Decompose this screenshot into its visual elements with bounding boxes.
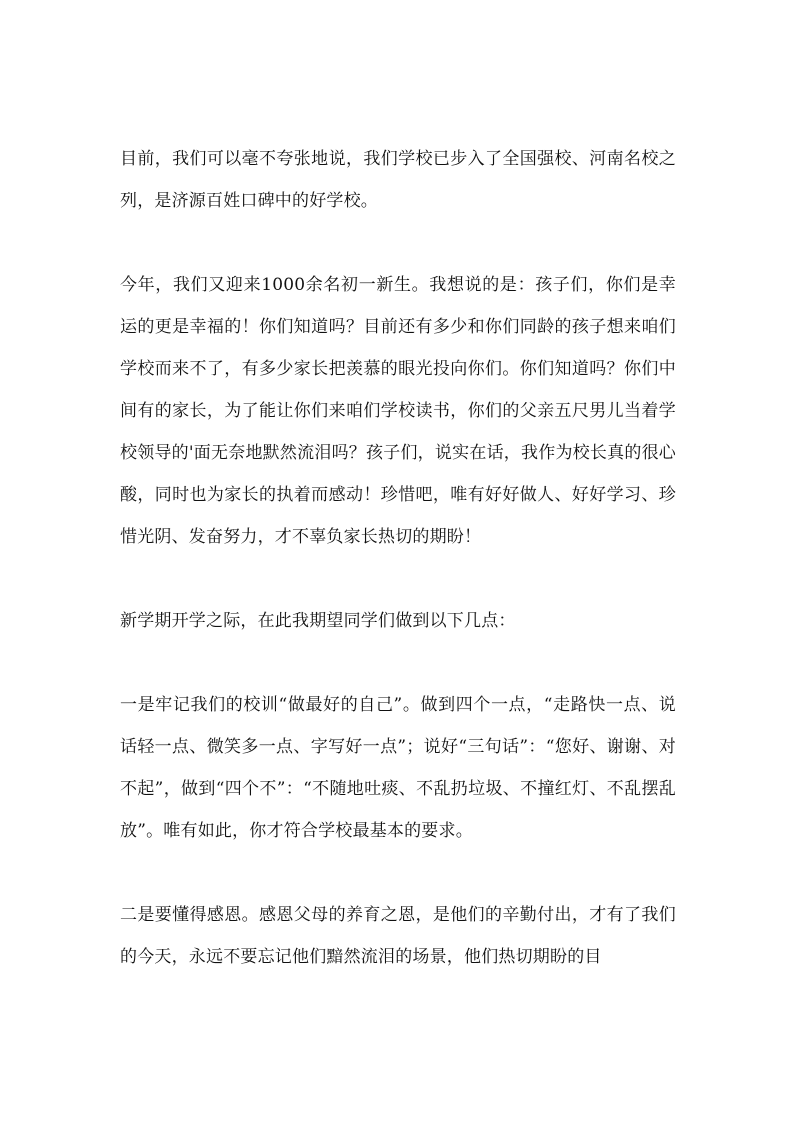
document-body xyxy=(120,138,676,978)
paragraph-gap xyxy=(120,222,676,264)
paragraph-3: 新学期开学之际，在此我期望同学们做到以下几点： xyxy=(120,611,516,631)
paragraph-5: 二是要懂得感恩。感恩父母的养育之恩，是他们的辛勤付出，才有了我们的今天，永远不要忘记他们黯然流泪的场景，他们热切期盼的目 xyxy=(120,905,676,967)
paragraph-1: 目前，我们可以毫不夸张地说，我们学校已步入了全国强校、河南名校之列，是济源百姓口碑中的好学校。 xyxy=(120,149,676,211)
paragraph-2: 今年，我们又迎来1000余名初一新生。我想说的是：孩子们，你们是幸运的更是幸福的！你们知道吗？目前还有多少和你们同龄的孩子想来咱们学校而来不了，有多少家长把羡慕的眼光投向你们。你们知道吗？你们中间有的家长，为了能让你们来咱们学校读书，你们的父亲五尺男儿当着学校领导的'面无奈地默然流泪吗？孩子们，说实在话，我作为校长真的很心酸，同时也为家长的执着而感动！珍惜吧，唯有好好做人、好好学习、珍惜光阴、发奋努力，才不辜负家长热切的期盼！ xyxy=(120,275,676,547)
paragraph-gap xyxy=(120,642,676,684)
paragraph-gap xyxy=(120,558,676,600)
paragraph-4: 一是牢记我们的校训“做最好的自己”。做到四个一点，“走路快一点、说话轻一点、微笑多一点、字写好一点”；说好“三句话”：“您好、谢谢、对不起”，做到“四个不”：“不随地吐痰、不乱扔垃圾、不撞红灯、不乱摆乱放”。唯有如此，你才符合学校最基本的要求。 xyxy=(120,695,676,841)
paragraph-gap xyxy=(120,852,676,894)
